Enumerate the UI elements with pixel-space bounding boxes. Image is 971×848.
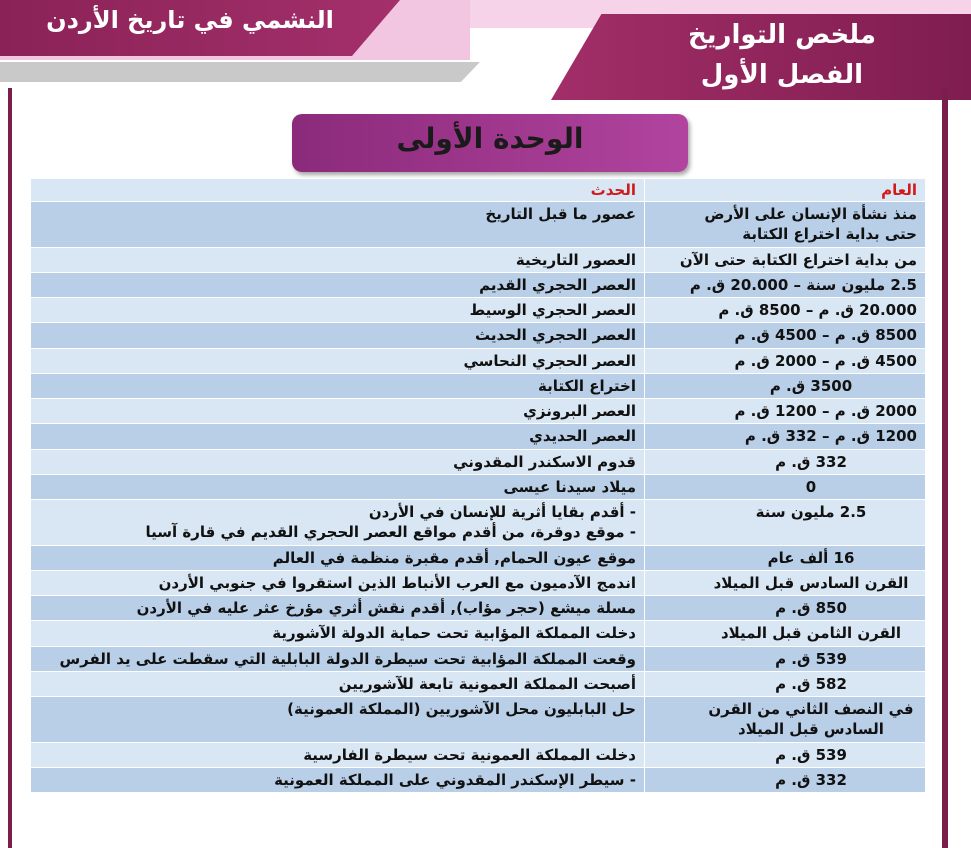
year-cell bbox=[645, 247, 926, 272]
table-row bbox=[31, 500, 926, 546]
events-table bbox=[30, 178, 926, 793]
year-cell bbox=[645, 424, 926, 449]
event-cell bbox=[31, 373, 645, 398]
event-cell bbox=[31, 272, 645, 297]
event-cell bbox=[31, 596, 645, 621]
event-text: موقع عيون الحمام, أقدم مقبرة منظمة في العالم bbox=[272, 548, 636, 567]
event-text: - أقدم بقايا أثرية للإنسان في الأردن bbox=[368, 503, 636, 521]
year-text: 20.000 ق. م – 8500 ق. م bbox=[718, 301, 917, 319]
table-row bbox=[31, 646, 926, 671]
year-text: القرن الثامن قبل الميلاد bbox=[720, 624, 902, 643]
table-row bbox=[31, 621, 926, 646]
year-text: 332 ق. م bbox=[775, 452, 847, 471]
year-cell bbox=[645, 348, 926, 373]
table-row bbox=[31, 767, 926, 792]
year-cell bbox=[645, 545, 926, 570]
table-row bbox=[31, 570, 926, 595]
event-cell bbox=[31, 247, 645, 272]
summary-title: ملخص التواريخ bbox=[688, 20, 876, 50]
year-cell bbox=[645, 697, 926, 743]
table-row bbox=[31, 596, 926, 621]
event-column-header: الحدث bbox=[31, 179, 645, 202]
event-cell bbox=[31, 474, 645, 499]
table-body bbox=[31, 202, 926, 793]
table-row bbox=[31, 449, 926, 474]
event-cell bbox=[31, 449, 645, 474]
event-cell bbox=[31, 424, 645, 449]
table-row bbox=[31, 424, 926, 449]
chapter-title: الفصل الأول bbox=[700, 60, 863, 90]
table-row bbox=[31, 373, 926, 398]
event-text: - سيطر الإسكندر المقدوني على المملكة العمونية bbox=[274, 770, 636, 789]
year-cell bbox=[645, 646, 926, 671]
year-text: 582 ق. م bbox=[775, 674, 847, 693]
year-cell bbox=[645, 474, 926, 499]
table-row bbox=[31, 545, 926, 570]
event-text: العصر الحديدي bbox=[529, 427, 636, 446]
table-row bbox=[31, 399, 926, 424]
header-gray-strip bbox=[0, 62, 480, 82]
event-text: اختراع الكتابة bbox=[538, 376, 636, 395]
table-row bbox=[31, 202, 926, 248]
event-text: مسلة ميشع (حجر مؤاب), أقدم نقش أثري مؤرخ عثر عليه في الأردن bbox=[136, 599, 636, 617]
event-text: العصر الحجري القديم bbox=[479, 275, 636, 294]
table-row bbox=[31, 298, 926, 323]
event-cell bbox=[31, 399, 645, 424]
year-text: القرن السادس قبل الميلاد bbox=[713, 573, 909, 592]
year-text: 4500 ق. م – 2000 ق. م bbox=[734, 351, 917, 370]
unit-title: الوحدة الأولى bbox=[396, 122, 584, 155]
year-column-header: العام bbox=[645, 179, 926, 202]
year-cell bbox=[645, 323, 926, 348]
event-text: قدوم الاسكندر المقدوني bbox=[453, 452, 636, 471]
event-text: دخلت المملكة العمونية تحت سيطرة الفارسية bbox=[303, 745, 636, 764]
year-text: 332 ق. م bbox=[775, 770, 847, 789]
event-text: العصر الحجري الوسيط bbox=[469, 301, 636, 319]
year-text: 2.5 مليون سنة – 20.000 ق. م bbox=[689, 275, 917, 294]
event-text: دخلت المملكة المؤابية تحت حماية الدولة الآشورية bbox=[272, 624, 636, 643]
year-text: السادس قبل الميلاد bbox=[738, 720, 884, 739]
year-text: 0 bbox=[805, 477, 817, 496]
year-text: 850 ق. م bbox=[775, 599, 847, 617]
event-text: حل البابليون محل الآشوريين (المملكة العمونية) bbox=[287, 700, 636, 718]
event-text: اندمج الآدميون مع العرب الأنباط الذين استقروا في جنوبي الأردن bbox=[158, 573, 636, 592]
year-text: في النصف الثاني من القرن bbox=[708, 700, 914, 718]
book-title: النشمي في تاريخ الأردن bbox=[46, 6, 334, 34]
event-cell bbox=[31, 646, 645, 671]
year-text: من بداية اختراع الكتابة حتى الآن bbox=[679, 250, 917, 269]
table-row bbox=[31, 474, 926, 499]
year-cell bbox=[645, 298, 926, 323]
event-text: - موقع دوقرة، من أقدم مواقع العصر الحجري القديم في قارة آسيا bbox=[145, 523, 636, 542]
event-text: العصر الحجري الحديث bbox=[474, 326, 636, 345]
year-cell bbox=[645, 399, 926, 424]
event-cell bbox=[31, 348, 645, 373]
year-text: 1200 ق. م – 332 ق. م bbox=[744, 427, 917, 446]
year-cell bbox=[645, 570, 926, 595]
table-row bbox=[31, 697, 926, 743]
year-cell bbox=[645, 596, 926, 621]
year-cell bbox=[645, 272, 926, 297]
event-cell bbox=[31, 202, 645, 248]
table-row bbox=[31, 272, 926, 297]
event-text: وقعت المملكة المؤابية تحت سيطرة الدولة البابلية التي سقطت على يد الفرس bbox=[59, 649, 636, 668]
year-cell bbox=[645, 767, 926, 792]
event-text: العصر البرونزي bbox=[523, 402, 636, 420]
event-cell bbox=[31, 697, 645, 743]
event-cell bbox=[31, 545, 645, 570]
year-text: 539 ق. م bbox=[775, 745, 847, 764]
event-text: أصبحت المملكة العمونية تابعة للآشوريين bbox=[338, 674, 636, 693]
event-cell bbox=[31, 323, 645, 348]
event-text: العصور التاريخية bbox=[515, 250, 636, 269]
event-text: عصور ما قبل التاريخ bbox=[485, 205, 636, 223]
year-cell bbox=[645, 373, 926, 398]
event-text: ميلاد سيدنا عيسى bbox=[503, 477, 636, 496]
event-cell bbox=[31, 671, 645, 696]
year-cell bbox=[645, 202, 926, 248]
table-header-row bbox=[31, 179, 926, 202]
event-cell bbox=[31, 621, 645, 646]
year-text: 539 ق. م bbox=[775, 649, 847, 668]
table-row bbox=[31, 671, 926, 696]
year-cell bbox=[645, 500, 926, 546]
year-cell bbox=[645, 449, 926, 474]
year-text: 16 ألف عام bbox=[767, 548, 855, 567]
event-cell bbox=[31, 298, 645, 323]
event-cell bbox=[31, 500, 645, 546]
event-cell bbox=[31, 742, 645, 767]
year-text: منذ نشأة الإنسان على الأرض bbox=[704, 205, 917, 223]
year-cell bbox=[645, 742, 926, 767]
table-row bbox=[31, 323, 926, 348]
event-text: العصر الحجري النحاسي bbox=[463, 351, 636, 370]
year-text: 8500 ق. م – 4500 ق. م bbox=[734, 326, 917, 345]
table-row bbox=[31, 348, 926, 373]
year-text: 2.5 مليون سنة bbox=[755, 503, 867, 521]
table-row bbox=[31, 742, 926, 767]
unit-title-box bbox=[292, 114, 688, 172]
year-text: 3500 ق. م bbox=[769, 376, 853, 395]
year-cell bbox=[645, 671, 926, 696]
year-text: 2000 ق. م – 1200 ق. م bbox=[734, 402, 917, 420]
table-row bbox=[31, 247, 926, 272]
year-cell bbox=[645, 621, 926, 646]
event-cell bbox=[31, 570, 645, 595]
event-cell bbox=[31, 767, 645, 792]
year-text: حتى بداية اختراع الكتابة bbox=[742, 225, 917, 244]
